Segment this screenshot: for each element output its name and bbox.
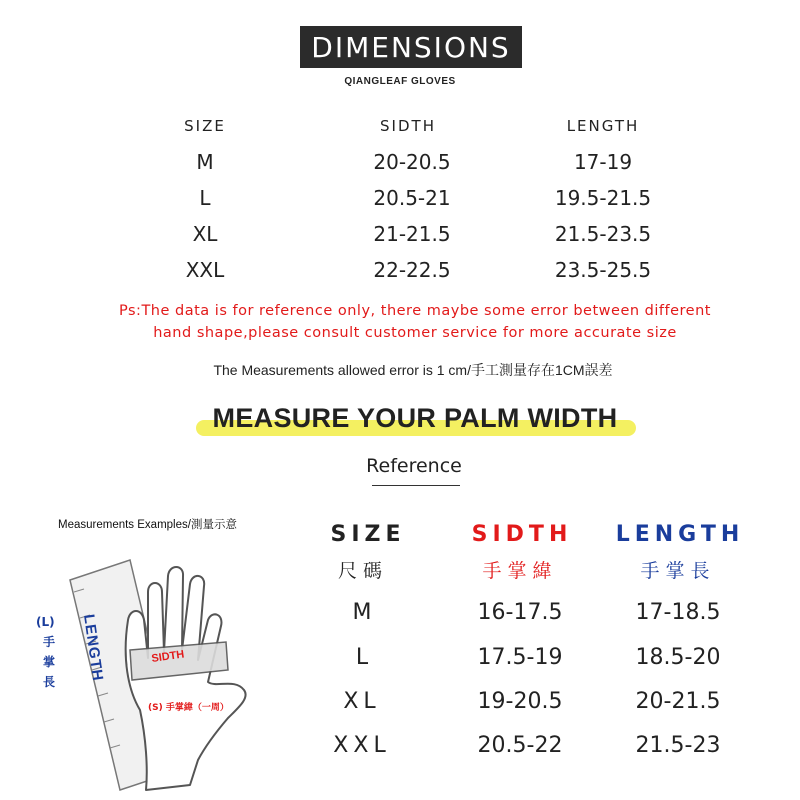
measurement-error-note: The Measurements allowed error is 1 cm/手工測量存在1CM誤差: [213, 362, 613, 378]
bottom-header-length: LENGTH: [615, 522, 745, 547]
bottom-table-cell: 17.5-19: [477, 645, 563, 670]
hand-measurement-illustration: [30, 540, 280, 795]
bottom-table-cell: 21.5-23: [635, 733, 721, 758]
sidth-label: SIDTH: [150, 648, 186, 665]
top-table-header-sidth: SIDTH: [380, 117, 436, 135]
top-table-header-size: SIZE: [184, 117, 226, 135]
bottom-header-size: SIZE: [330, 522, 406, 547]
top-table-cell: 23.5-25.5: [554, 258, 652, 282]
examples-title: Measurements Examples/測量示意: [58, 519, 237, 531]
top-table-cell: 22-22.5: [373, 258, 451, 282]
length-note-char: 手: [43, 635, 56, 649]
top-table-cell: 21.5-23.5: [554, 222, 652, 246]
bottom-table-cell: XL: [343, 689, 381, 714]
dimensions-title-text: DIMENSIONS: [311, 30, 511, 64]
bottom-header-size-cn: 尺碼: [337, 560, 388, 582]
bottom-table-cell: M: [352, 600, 372, 625]
length-note-prefix: (L): [36, 615, 55, 629]
top-table-cell: 19.5-21.5: [554, 186, 652, 210]
bottom-table-cell: 17-18.5: [635, 600, 721, 625]
brand-subtitle: QIANGLEAF GLOVES: [344, 76, 456, 87]
bottom-header-length-cn: 手掌長: [640, 560, 716, 582]
bottom-table-cell: XXL: [333, 733, 391, 758]
top-table-cell: 21-21.5: [373, 222, 451, 246]
reference-note-line1: Ps:The data is for reference only, there maybe some error between different: [119, 303, 711, 319]
top-table-cell: 20-20.5: [373, 150, 451, 174]
bottom-table-cell: L: [355, 645, 369, 670]
top-table-cell: L: [199, 186, 211, 210]
dimensions-title: [300, 26, 522, 68]
bottom-table-cell: 19-20.5: [477, 689, 563, 714]
top-table-cell: 17-19: [573, 150, 633, 174]
width-note: (S) 手掌緯（一周）: [148, 703, 229, 713]
bottom-table-cell: 20.5-22: [477, 733, 563, 758]
measure-palm-banner: MEASURE YOUR PALM WIDTH: [212, 403, 618, 433]
length-label: LENGTH: [80, 613, 107, 683]
reference-underline: [372, 485, 460, 486]
length-note-char: 長: [43, 675, 56, 689]
bottom-table-cell: 16-17.5: [477, 600, 563, 625]
length-note-char: 掌: [43, 655, 56, 669]
bottom-table-cell: 18.5-20: [635, 645, 721, 670]
top-table-cell: 20.5-21: [373, 186, 451, 210]
top-table-cell: M: [196, 150, 214, 174]
reference-label: Reference: [366, 455, 462, 477]
top-table-cell: XL: [192, 222, 218, 246]
bottom-header-sidth-cn: 手掌緯: [482, 560, 558, 582]
bottom-header-sidth: SIDTH: [471, 522, 573, 547]
reference-note-line2: hand shape,please consult customer service for more accurate size: [153, 325, 677, 341]
bottom-table-cell: 20-21.5: [635, 689, 721, 714]
top-table-header-length: LENGTH: [566, 117, 640, 135]
top-table-cell: XXL: [185, 258, 225, 282]
